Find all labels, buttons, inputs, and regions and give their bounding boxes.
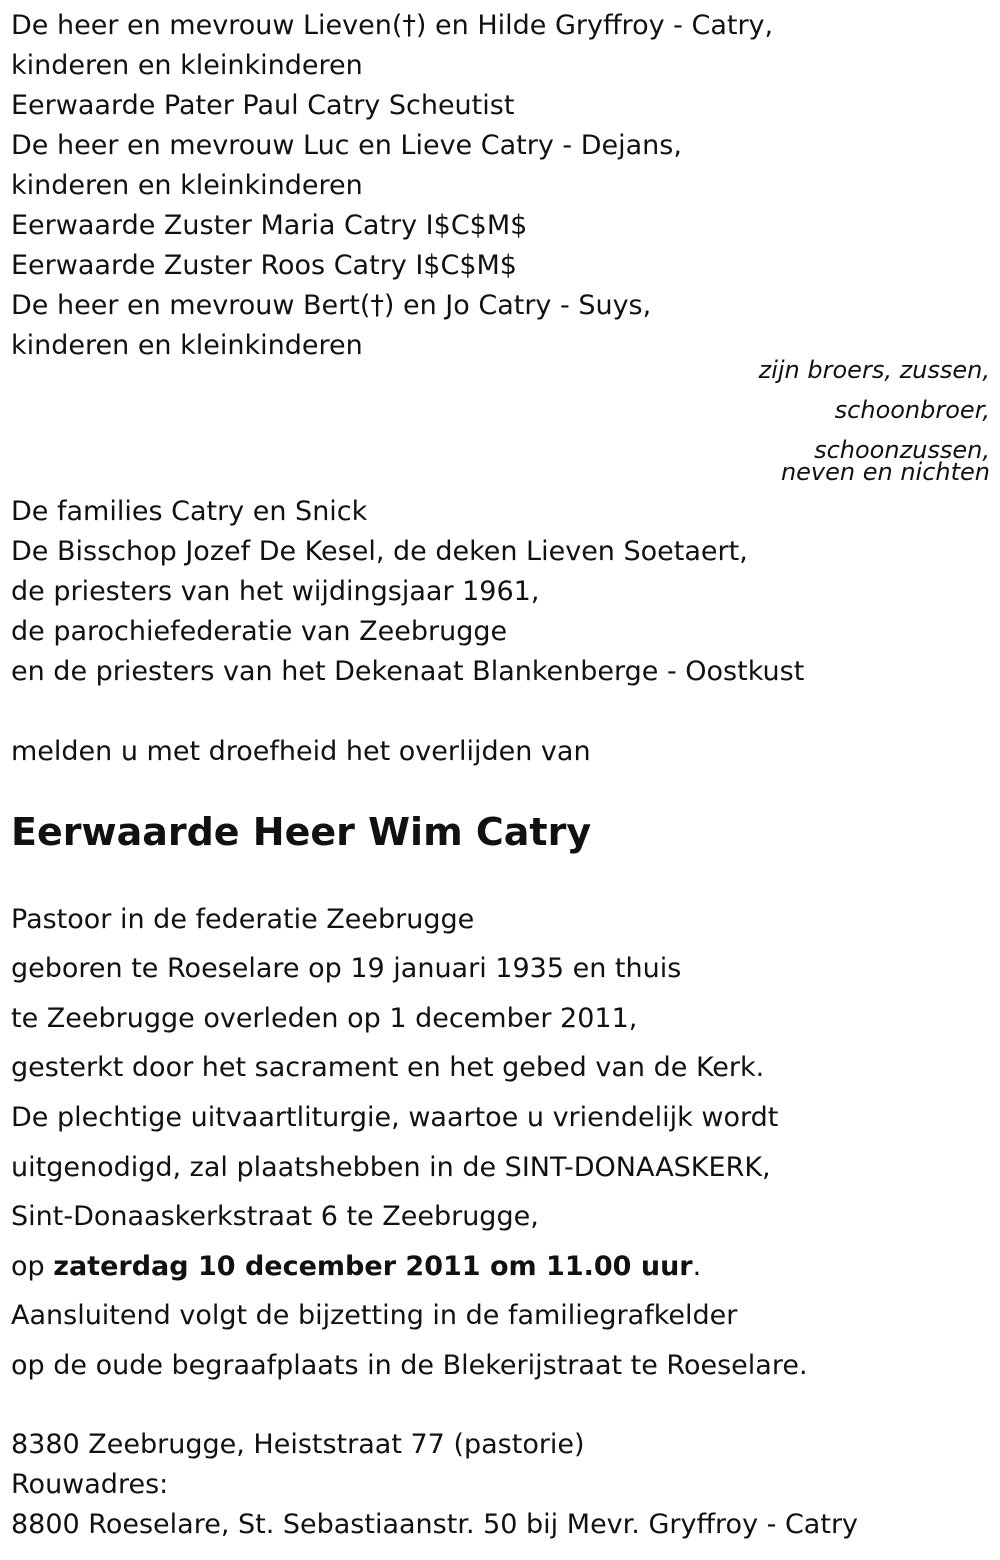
detail-line: De plechtige uitvaartliturgie, waartoe u vriendelijk wordt [11,1102,779,1133]
relation-line: zijn broers, zussen, [758,356,990,384]
announcer-line: Eerwaarde Pater Paul Catry Scheutist [11,90,515,121]
relation-line: schoonbroer, [834,396,990,424]
funeral-date-suffix: . [692,1251,702,1282]
detail-line: gesterkt door het sacrament en het gebed van de Kerk. [11,1052,765,1083]
mourning-address: 8800 Roeselare, St. Sebastiaanstr. 50 bij Mevr. Gryffroy - Catry [11,1509,859,1540]
other-announcer-line: de priesters van het wijdingsjaar 1961, [11,576,540,607]
announcer-line: Eerwaarde Zuster Maria Catry I$C$M$ [11,210,528,241]
detail-line: uitgenodigd, zal plaatshebben in de SINT-DONAASKERK, [11,1152,771,1183]
mourning-address-label: Rouwadres: [11,1469,169,1500]
funeral-date: zaterdag 10 december 2011 om 11.00 uur [53,1251,693,1282]
announcer-line: kinderen en kleinkinderen [11,50,363,81]
other-announcer-line: de parochiefederatie van Zeebrugge [11,616,508,647]
parish-address: 8380 Zeebrugge, Heiststraat 77 (pastorie) [11,1429,585,1460]
other-announcer-line: De Bisschop Jozef De Kesel, de deken Lieven Soetaert, [11,536,748,567]
deceased-name: Eerwaarde Heer Wim Catry [11,810,592,854]
intro-text: melden u met droefheid het overlijden van [11,736,591,767]
detail-line: Pastoor in de federatie Zeebrugge [11,904,475,935]
burial-line: op de oude begraafplaats in de Blekerijstraat te Roeselare. [11,1350,808,1381]
announcer-line: De heer en mevrouw Luc en Lieve Catry - Dejans, [11,130,682,161]
other-announcer-line: De families Catry en Snick [11,496,368,527]
other-announcer-line: en de priesters van het Dekenaat Blankenberge - Oostkust [11,656,805,687]
funeral-date-line [11,1247,701,1287]
funeral-date-prefix: op [11,1251,54,1282]
announcer-line: Eerwaarde Zuster Roos Catry I$C$M$ [11,250,517,281]
announcer-line: De heer en mevrouw Bert(†) en Jo Catry - Suys, [11,290,652,321]
announcer-line: De heer en mevrouw Lieven(†) en Hilde Gryffroy - Catry, [11,10,774,41]
detail-line: geboren te Roeselare op 19 januari 1935 en thuis [11,953,682,984]
relation-line: schoonzussen, [814,436,990,464]
detail-line: Sint-Donaaskerkstraat 6 te Zeebrugge, [11,1201,539,1232]
announcer-line: kinderen en kleinkinderen [11,170,363,201]
detail-line: te Zeebrugge overleden op 1 december 2011, [11,1003,638,1034]
relation-line: neven en nichten [780,458,990,486]
announcer-line: kinderen en kleinkinderen [11,330,363,361]
burial-line: Aansluitend volgt de bijzetting in de familiegrafkelder [11,1300,738,1331]
